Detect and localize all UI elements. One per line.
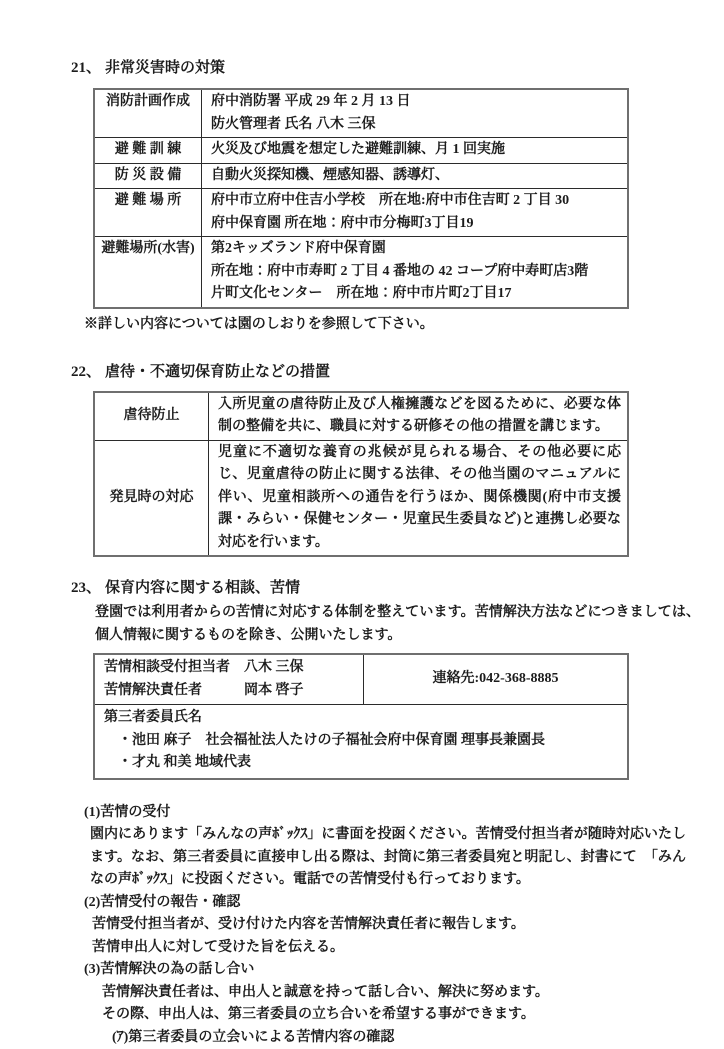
section-22-title: 虐待・不適切保育防止などの措置 xyxy=(105,364,330,380)
table-row xyxy=(95,655,627,704)
procedure-item-3-line: 苦情解決責任者は、申出人と誠意を持って話し合い、解決に努めます。 xyxy=(102,982,686,1005)
committee-member: ・才丸 和美 地域代表 xyxy=(104,752,545,775)
contact-phone: 連絡先:042-368-8885 xyxy=(364,655,627,704)
cell-line: 防火管理者 氏名 八木 三保 xyxy=(211,114,621,137)
row-label: 避 難 訓 練 xyxy=(95,138,202,163)
procedure-item-2-line: 苦情受付担当者が、受け付けた内容を苦情解決責任者に報告します。 xyxy=(92,914,686,937)
section-23-heading xyxy=(71,578,724,599)
section-21-number: 21、 xyxy=(71,60,101,76)
procedure-item-1-title: (1)苦情の受付 xyxy=(84,802,686,825)
cell-line: 府中保育園 所在地：府中市分梅町3丁目19 xyxy=(211,213,621,236)
table-row xyxy=(95,90,627,137)
committee-title: 第三者委員氏名 xyxy=(104,707,545,730)
complaint-receiver: 苦情相談受付担当者 八木 三保 xyxy=(104,657,357,680)
cell-line: 火災及び地震を想定した避難訓練、月 1 回実施 xyxy=(211,139,621,162)
section-21-heading xyxy=(71,58,724,79)
procedure-item-1-body: 園内にあります「みんなの声ﾎﾞｯｸｽ」に書面を投函ください。苦情受付担当者が随時対応いたします。なお、第三者委員に直接申し出る際は、封筒に第三者委員宛と明記し、封書にて 「みんなの声ﾎﾞｯｸｽ」に投函ください。電話での苦情受付も行っております。 xyxy=(90,824,686,892)
table-row xyxy=(95,704,627,778)
reference-note: ※詳しい内容については園のしおりを参照して下さい。 xyxy=(84,314,724,335)
section-23-number: 23、 xyxy=(71,580,101,596)
cell-line: 第2キッズランド府中保育園 xyxy=(211,238,621,261)
complaint-resolver: 苦情解決責任者 岡本 啓子 xyxy=(104,680,357,703)
complaint-contact-table xyxy=(93,653,629,780)
procedure-item-2-title: (2)苦情受付の報告・確認 xyxy=(84,892,686,915)
cell-line: 府中消防署 平成 29 年 2 月 13 日 xyxy=(211,91,621,114)
row-label: 避 難 場 所 xyxy=(95,189,202,236)
abuse-prevention-table xyxy=(93,391,629,558)
cell-text: 児童に不適切な養育の兆候が見られる場合、その他必要に応じ、児童虐待の防止に関する法律、その他当園のマニュアルに伴い、児童相談所への通告を行うほか、関係機関(府中市支援課・みらい・保健センター・児童民生委員など)と連携し必要な対応を行います。 xyxy=(209,441,627,556)
section-23-lead: 登園では利用者からの苦情に対応する体制を整えています。苦情解決方法などにつきましては、個人情報に関するものを除き、公開いたします。 xyxy=(95,602,700,647)
section-21-title: 非常災害時の対策 xyxy=(105,60,225,76)
row-label: 避難場所(水害) xyxy=(95,237,202,307)
procedure-item-3-line: その際、申出人は、第三者委員の立ち合いを希望する事ができます。 xyxy=(102,1004,686,1027)
table-row xyxy=(95,393,627,440)
cell-line: 片町文化センター 所在地：府中市片町2丁目17 xyxy=(211,283,621,306)
cell-line: 自動火災探知機、煙感知器、誘導灯、 xyxy=(211,165,621,188)
row-label: 消防計画作成 xyxy=(95,90,202,137)
section-23-title: 保育内容に関する相談、苦情 xyxy=(105,580,300,596)
procedure-item-2-line: 苦情申出人に対して受けた旨を伝える。 xyxy=(92,937,686,960)
committee-member: ・池田 麻子 社会福祉法人たけの子福祉会府中保育園 理事長兼園長 xyxy=(104,730,545,753)
row-label: 虐待防止 xyxy=(95,393,209,440)
table-row xyxy=(95,236,627,307)
procedure-item-3-sub: (ｱ)第三者委員の立会いによる苦情内容の確認 xyxy=(112,1027,686,1049)
row-label: 発見時の対応 xyxy=(95,441,209,556)
cell-line: 所在地：府中市寿町 2 丁目 4 番地の 42 コープ府中寿町店3階 xyxy=(211,261,621,284)
cell-text: 入所児童の虐待防止及び人権擁護などを図るために、必要な体制の整備を共に、職員に対する研修その他の措置を講じます。 xyxy=(209,393,627,440)
section-22-number: 22、 xyxy=(71,364,101,380)
procedure-item-3-title: (3)苦情解決の為の話し合い xyxy=(84,959,686,982)
table-row xyxy=(95,163,627,189)
table-row xyxy=(95,188,627,236)
disaster-measures-table xyxy=(93,88,629,309)
row-label: 防 災 設 備 xyxy=(95,164,202,189)
section-22-heading xyxy=(71,362,724,383)
table-row xyxy=(95,137,627,163)
table-row xyxy=(95,440,627,556)
complaint-procedure xyxy=(84,802,686,1049)
cell-line: 府中市立府中住吉小学校 所在地:府中市住吉町 2 丁目 30 xyxy=(211,190,621,213)
